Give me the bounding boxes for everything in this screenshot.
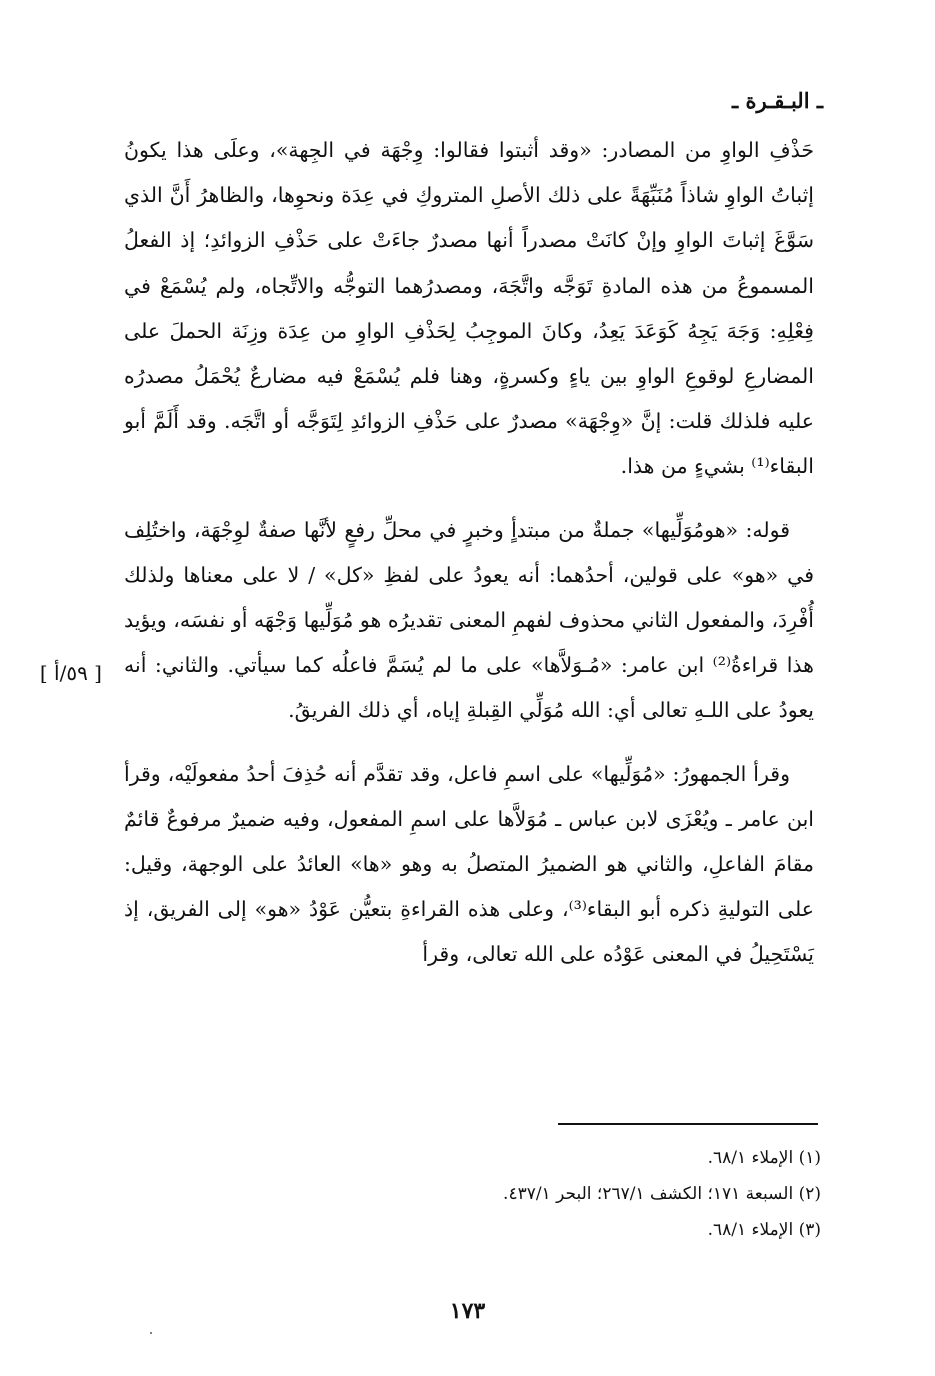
page-number: ١٧٣ [449,1298,486,1324]
paragraph-1: حَذْفِ الواوِ من المصادر: «وقد أثبتوا فقالوا: وِجْهَة في الجِهة»، وعلَى هذا يكونُ إثباتُ الواوِ شاذاً مُنَبِّهَةً على ذلك الأصلِ المتروكِ في عِدَة ونحوِها، والظاهرُ أَنَّ الذي سَوَّغَ إثباتَ الواوِ وإنْ كانَتْ مصدراً أنها مصدرٌ جاءَتْ على حَذْفِ الزوائدِ؛ إذ الفعلُ المسموعُ من هذه المادةِ تَوَجَّه واتَّجَهَ، ومصدرُهما التوجُّه والاتِّجاه، ولم يُسْمَعْ في فِعْلِهِ: وَجَهَ يَجِهُ كَوَعَدَ يَعِدُ، وكانَ الموجِبُ لِحَذْفِ الواوِ من عِدَة وزِنَة الحملَ على المضارعِ لوقوعِ الواوِ بين ياءٍ وكسرةٍ، وهنا فلم يُسْمَعْ فيه مضارعٌ يُحْمَلُ مصدرُه عليه فلذلك قلت: إنَّ «وِجْهَة» مصدرٌ على حَذْفِ الزوائدِ لِتَوَجَّه أو اتَّجَه. وقد أَلَمَّ أبو البقاء⁽¹⁾ بشيءٍ من هذا. [124,138,814,479]
footnote-separator [558,1123,818,1125]
paragraph-3: وقرأ الجمهورُ: «مُوَلِّيها» على اسمِ فاعل، وقد تقدَّم أنه حُذِفَ أحدُ مفعولَيْه، وقرأ ابن عامر ـ ويُعْزَى لابن عباس ـ مُوَلاَّها على اسمِ المفعول، وفيه ضميرٌ مرفوعٌ قائمٌ مقامَ الفاعلِ، والثاني هو الضميرُ المتصلُ به وهو «ها» العائدُ على الوجهة، وقيل: على التوليةِ ذكره أبو البقاء⁽³⁾، وعلى هذه القراءةِ بتعيُّن عَوْدُ «هو» إلى الفريق، إذ يَسْتَحِيلُ في المعنى عَوْدُه على الله تعالى، وقرأ [124,761,814,967]
running-header: ـ البـقـرة ـ [731,88,823,113]
main-text [124,128,814,978]
footnote-3: (٣) الإملاء ٦٨/١. [707,1220,821,1240]
footnote-2: (٢) السبعة ١٧١؛ الكشف ٢٦٧/١؛ البحر ٤٣٧/١. [503,1184,821,1204]
folio-marker: [ ٥٩/أ ] [39,661,102,685]
footnotes [301,1140,821,1248]
footnote-1: (١) الإملاء ٦٨/١. [707,1148,821,1168]
paragraph-2: قوله: «هومُوَلِّيها» جملةٌ من مبتدأٍ وخبرٍ في محلِّ رفعٍ لأنَّها صفةٌ لوِجْهَة، واختُلِف في «هو» على قولين، أحدُهما: أنه يعودُ على لفظِ «كل» / لا على معناها ولذلك أُفْرِدَ، والمفعول الثاني محذوف لفهمِ المعنى تقديرُه هو مُوَلِّيها وَجْهَه أو نفسَه، ويؤيد هذا قراءةُ⁽²⁾ ابن عامر: «مُـوَلاَّها» على ما لم يُسَمَّ فاعلُه كما سيأتي. والثاني: أنه يعودُ على اللـهِ تعالى أي: الله مُوَلِّي القِبلةِ إياه، أي ذلك الفريقُ. [124,517,814,723]
scan-speck [150,1332,152,1334]
